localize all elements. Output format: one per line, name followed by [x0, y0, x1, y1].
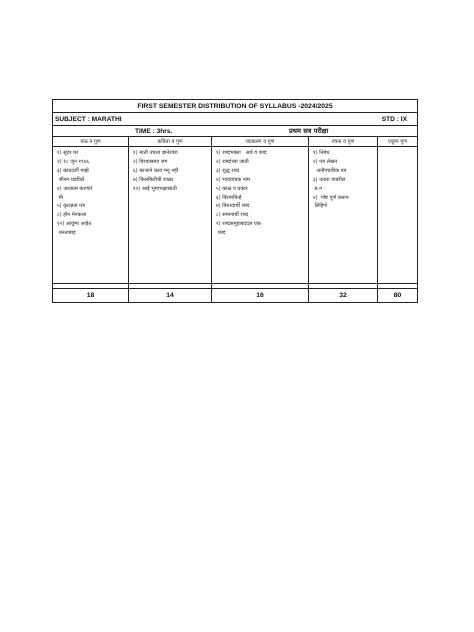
- spacer-cell: [129, 284, 212, 288]
- spacer-cell: [53, 284, 129, 288]
- totals-row: [53, 289, 417, 302]
- syllabus-item: ८) समानार्थी शब्द: [216, 212, 249, 219]
- syllabus-item: १२) आयुष्य आहेत धनताबाह: [57, 221, 92, 237]
- poems-column: [129, 147, 212, 283]
- time-row: [53, 126, 417, 137]
- total-poems: 14: [129, 289, 212, 302]
- spacer-cell: [212, 284, 309, 288]
- composition-column: [309, 147, 378, 283]
- total-composition: 32: [309, 289, 378, 302]
- syllabus-item: २) विश्वासमय जग: [133, 158, 168, 165]
- exam-name: प्रथम सत्र परीक्षा: [289, 127, 329, 135]
- table-title: FIRST SEMESTER DISTRIBUTION OF SYLLABUS -2024/2025: [53, 100, 417, 113]
- header-poems: कविता व गुण: [129, 137, 212, 146]
- spacer-cell: [309, 284, 378, 288]
- syllabus-item: १) सुंदर घर: [57, 150, 79, 156]
- syllabus-item: ९) शब्दसमुहाबददल एक शब्द: [216, 221, 261, 237]
- syllabus-item: ३) क्रांतदर्शी माझे जीवन घडविले: [57, 167, 89, 183]
- header-total: एकूण गुण: [388, 139, 407, 145]
- syllabus-item: ७) किलबिलीची शाळा: [133, 176, 174, 183]
- std-label: STD : IX: [381, 116, 407, 123]
- syllabus-body: [53, 147, 417, 284]
- total-marks: 80: [393, 292, 402, 299]
- syllabus-item: ५) कृतज्ञता पत्र: [57, 203, 85, 210]
- subject-label: SUBJECT : MARATHI: [55, 116, 122, 123]
- syllabus-item: ४) भाववाचक नाम: [216, 176, 251, 183]
- syllabus-item: ८) होन मेनकत्ता: [57, 212, 87, 219]
- syllabus-item: ४) गोष्ट पूर्ण करून लिहिणे: [313, 194, 349, 210]
- grammar-column: [212, 147, 309, 283]
- syllabus-item: ४) अध्यात्म करणारे मी: [57, 185, 93, 201]
- syllabus-item: २) शब्दांच्या जाती: [216, 158, 249, 165]
- header-composition: रचना व गुण: [309, 137, 378, 146]
- syllabus-item: ६) विरामचिन्हे: [216, 194, 242, 201]
- syllabus-item: २) १८ जून १९४६: [57, 158, 89, 165]
- syllabus-item: ३) शुद्ध शब्द: [216, 167, 240, 174]
- syllabus-item: ३) उतारा यावरील प्र.न: [313, 176, 346, 192]
- syllabus-item: १) माती उचला ज्ञानेश्वरा: [133, 150, 178, 156]
- syllabus-item: १) निबंध: [313, 150, 330, 156]
- time-label: TIME : 3hrs.: [135, 128, 173, 135]
- syllabus-table: [52, 99, 418, 303]
- syllabus-item: १) शब्दभक्ता अर्थ व शब्द: [216, 150, 267, 156]
- total-lessons: 18: [53, 289, 129, 302]
- syllabus-item: १२) आई भुमाभक्षासाठी: [133, 185, 177, 192]
- syllabus-item: ५) काळ व प्रकार: [216, 185, 248, 192]
- syllabus-item: ६) काजाने काय मनू नही: [133, 167, 179, 174]
- column-headers: [53, 137, 417, 147]
- syllabus-item: २) पत्र लेखन अनौपचारिक पत्र: [313, 158, 347, 174]
- syllabus-item: ७) विरुध्दार्थी शब्द: [216, 203, 250, 210]
- lessons-column: [53, 147, 129, 283]
- header-lessons: पाठ व गुण: [53, 137, 129, 146]
- spacer-cell: [378, 284, 417, 288]
- total-column: [378, 147, 417, 283]
- subject-row: [53, 113, 417, 126]
- total-grammar: 16: [212, 289, 309, 302]
- header-grammar: व्याकरण व गुण: [212, 137, 309, 146]
